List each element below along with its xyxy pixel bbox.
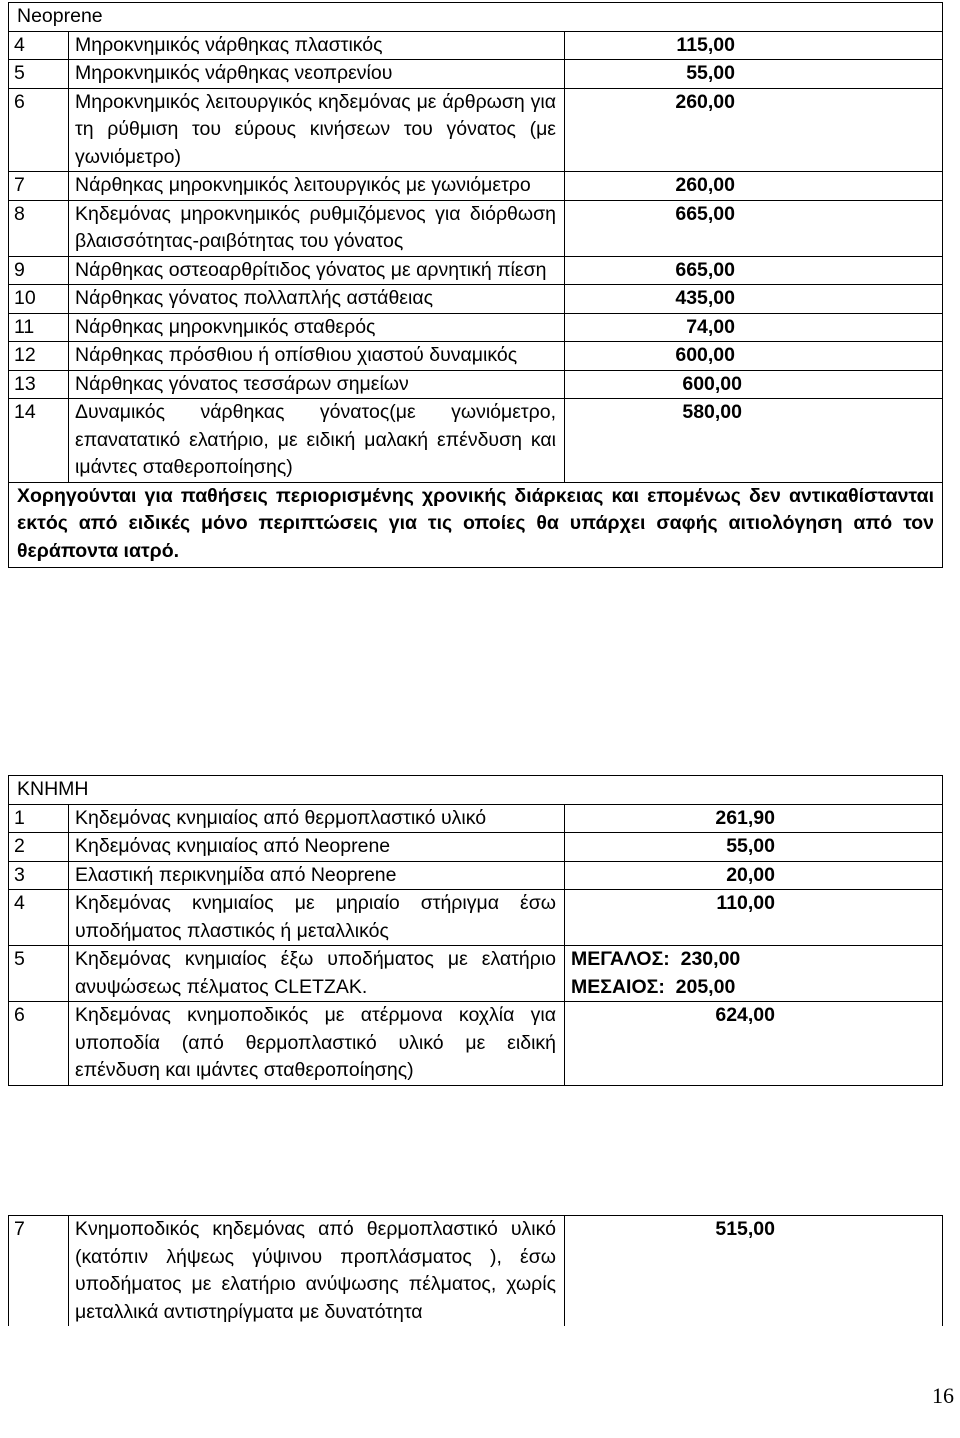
table-row <box>9 285 943 314</box>
section-header: ΚΝΗΜΗ <box>9 776 943 805</box>
item-description: Νάρθηκας πρόσθιου ή οπίσθιου χιαστού δυναμικός <box>69 342 565 371</box>
page-number: 16 <box>932 1383 954 1408</box>
item-price: 55,00 <box>565 60 943 89</box>
item-price: 580,00 <box>565 399 943 483</box>
table-row <box>9 370 943 399</box>
item-description: Μηροκνημικός λειτουργικός κηδεμόνας με άρθρωση για τη ρύθμιση του εύρους κινήσεων του γόνατος (με γωνιόμετρο) <box>69 88 565 172</box>
item-price: 115,00 <box>565 31 943 60</box>
item-number: 4 <box>9 31 69 60</box>
item-description: Νάρθηκας γόνατος τεσσάρων σημείων <box>69 370 565 399</box>
note-row <box>9 482 943 568</box>
item-price: 515,00 <box>565 1216 943 1327</box>
table-row <box>9 342 943 371</box>
item-number: 10 <box>9 285 69 314</box>
table-row <box>9 946 943 1002</box>
item-price: 665,00 <box>565 200 943 256</box>
table-row <box>9 399 943 483</box>
table-row <box>9 60 943 89</box>
item-price: 600,00 <box>565 342 943 371</box>
table-row <box>9 1002 943 1086</box>
item-number: 3 <box>9 861 69 890</box>
orthosis-table-continued <box>8 1215 943 1326</box>
item-number: 5 <box>9 60 69 89</box>
item-description: Μηροκνημικός νάρθηκας νεοπρενίου <box>69 60 565 89</box>
item-number: 14 <box>9 399 69 483</box>
item-price: 74,00 <box>565 313 943 342</box>
table-header-row <box>9 776 943 805</box>
table-row <box>9 890 943 946</box>
item-price: 600,00 <box>565 370 943 399</box>
item-number: 7 <box>9 172 69 201</box>
table-row <box>9 88 943 172</box>
table-row <box>9 1216 943 1327</box>
item-number: 2 <box>9 833 69 862</box>
item-description: Κηδεμόνας κνημιαίος έξω υποδήματος με ελατήριο ανυψώσεως πέλματος CLETZAK. <box>69 946 565 1002</box>
table-row <box>9 804 943 833</box>
item-number: 13 <box>9 370 69 399</box>
item-price: 665,00 <box>565 256 943 285</box>
item-price: 55,00 <box>565 833 943 862</box>
reimbursement-note: Χορηγούνται για παθήσεις περιορισμένης χρονικής διάρκειας και επομένως δεν αντικαθίστανται εκτός από ειδικές μόνο περιπτώσεις για τις οποίες θα υπάρχει σαφής αιτιολόγηση από τον θεράποντα ιατρό. <box>9 482 943 568</box>
item-number: 6 <box>9 1002 69 1086</box>
item-description: Νάρθηκας μηροκνημικός λειτουργικός με γωνιόμετρο <box>69 172 565 201</box>
item-price: 20,00 <box>565 861 943 890</box>
price-large-size: ΜΕΓΑΛΟΣ: 230,00 <box>571 948 741 970</box>
item-description: Νάρθηκας οστεοαρθρίτιδος γόνατος με αρνητική πίεση <box>69 256 565 285</box>
item-description: Κηδεμόνας κνημοποδικός με ατέρμονα κοχλία για υποποδία (από θερμοπλαστικό υλικό με ειδική επένδυση και ιμάντες σταθεροποίησης) <box>69 1002 565 1086</box>
item-price-sizes <box>565 946 943 1002</box>
item-number: 11 <box>9 313 69 342</box>
item-price: 260,00 <box>565 88 943 172</box>
item-price: 261,90 <box>565 804 943 833</box>
item-description: Κνημοποδικός κηδεμόνας από θερμοπλαστικό υλικό (κατόπιν λήψεως γύψινου προπλάσματος ), έσω υποδήματος με ελατήριο ανύψωσης πέλματος, χωρίς μεταλλικά αντιστηρίγματα με δυνατότητα <box>69 1216 565 1327</box>
table-row <box>9 861 943 890</box>
item-number: 5 <box>9 946 69 1002</box>
item-description: Νάρθηκας γόνατος πολλαπλής αστάθειας <box>69 285 565 314</box>
item-description: Κηδεμόνας κνημιαίος από θερμοπλαστικό υλικό <box>69 804 565 833</box>
table-row <box>9 313 943 342</box>
item-description: Μηροκνημικός νάρθηκας πλαστικός <box>69 31 565 60</box>
item-number: 6 <box>9 88 69 172</box>
section-header: Neoprene <box>9 3 943 32</box>
orthosis-table-shin <box>8 775 943 1086</box>
item-number: 7 <box>9 1216 69 1327</box>
item-number: 4 <box>9 890 69 946</box>
item-price: 260,00 <box>565 172 943 201</box>
item-description: Κηδεμόνας κνημιαίος από Neoprene <box>69 833 565 862</box>
item-price: 435,00 <box>565 285 943 314</box>
item-description: Δυναμικός νάρθηκας γόνατος(με γωνιόμετρο, επανατατικό ελατήριο, με ειδική μαλακή επένδυση και ιμάντες σταθεροποίησης) <box>69 399 565 483</box>
table-header-row <box>9 3 943 32</box>
item-number: 12 <box>9 342 69 371</box>
orthosis-table-knee <box>8 2 943 568</box>
item-number: 8 <box>9 200 69 256</box>
item-price: 110,00 <box>565 890 943 946</box>
table-row <box>9 833 943 862</box>
item-price: 624,00 <box>565 1002 943 1086</box>
table-row <box>9 256 943 285</box>
item-description: Ελαστική περικνημίδα από Neoprene <box>69 861 565 890</box>
item-number: 9 <box>9 256 69 285</box>
price-medium-size: ΜΕΣΑΙΟΣ: 205,00 <box>571 975 736 998</box>
table-row <box>9 172 943 201</box>
table-row <box>9 200 943 256</box>
item-description: Κηδεμόνας μηροκνημικός ρυθμιζόμενος για διόρθωση βλαισσότητας-ραιβότητας του γόνατος <box>69 200 565 256</box>
item-description: Κηδεμόνας κνημιαίος με μηριαίο στήριγμα έσω υποδήματος πλαστικός ή μεταλλικός <box>69 890 565 946</box>
item-description: Νάρθηκας μηροκνημικός σταθερός <box>69 313 565 342</box>
table-row <box>9 31 943 60</box>
item-number: 1 <box>9 804 69 833</box>
